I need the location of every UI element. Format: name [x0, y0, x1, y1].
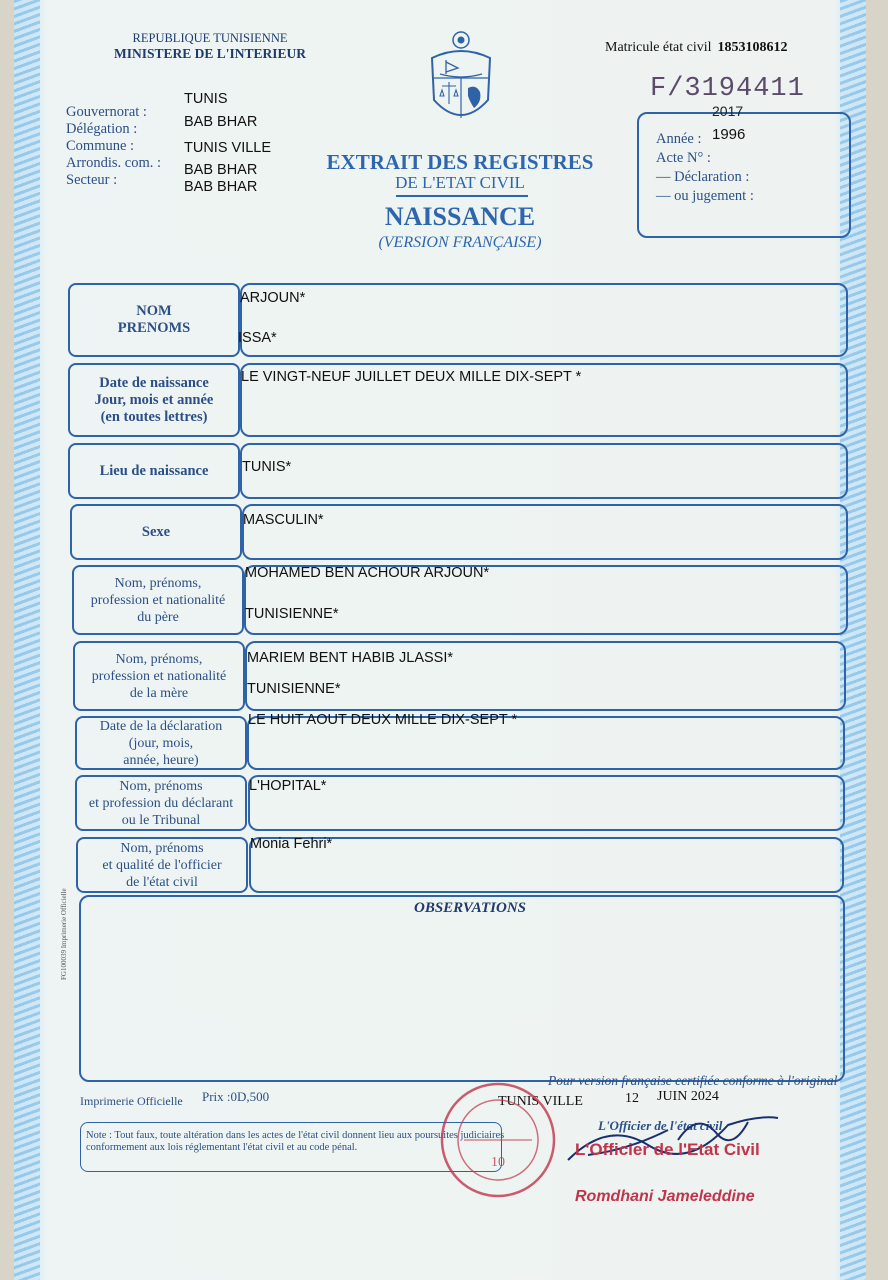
- admin-value-arrondissement: BAB BHAR: [184, 162, 258, 178]
- field-value-text: ISSA*: [238, 330, 277, 346]
- issue-month-year: JUIN 2024: [657, 1089, 719, 1104]
- admin-value-gouvernorat: TUNIS: [184, 91, 228, 107]
- officer-stamp-name: Romdhani Jameleddine: [575, 1188, 755, 1205]
- field-value-text: MOHAMED BEN ACHOUR ARJOUN*: [245, 565, 490, 581]
- ministry-name: MINISTERE DE L'INTERIEUR: [113, 46, 307, 61]
- price-label: Prix :0D,500: [202, 1089, 270, 1104]
- field-value-box: [249, 837, 844, 893]
- admin-label: Délégation :: [66, 121, 138, 137]
- field-value-box: [240, 443, 848, 499]
- doc-title-line2: DE L'ETAT CIVIL: [395, 173, 525, 192]
- officer-stamp-title: L'Officier de l'Etat Civil: [575, 1140, 760, 1159]
- field-label: NOM PRENOMS: [68, 283, 240, 357]
- field-value-text: ARJOUN*: [240, 290, 306, 306]
- coat-of-arms-icon: [426, 30, 496, 138]
- field-label: Nom, prénoms, profession et nationalité de la mère: [73, 641, 245, 711]
- doc-title-line1: EXTRAIT DES REGISTRES: [326, 150, 594, 174]
- admin-label: Gouvernorat :: [66, 104, 147, 120]
- field-label: Date de la déclaration (jour, mois, année, heure): [75, 716, 247, 770]
- issue-place: TUNIS VILLE: [498, 1094, 583, 1109]
- observations-box: [79, 895, 845, 1082]
- title-rule: [396, 195, 528, 197]
- field-value-text: TUNIS*: [242, 459, 292, 475]
- admin-value-secteur: BAB BHAR: [184, 179, 258, 195]
- issue-day: 12: [625, 1091, 639, 1106]
- admin-labels: [66, 104, 161, 189]
- field-value-text: TUNISIENNE*: [247, 681, 341, 697]
- admin-label: Commune :: [66, 138, 135, 154]
- declaration-label: — Déclaration :: [656, 169, 750, 185]
- legal-note: Note : Tout faux, toute altération dans les actes de l'état civil donnent lieu aux poursuites judiciaires conformement aux lois réglementant l'état civil et au code pénal.: [86, 1130, 505, 1153]
- guilloche-border-left: [14, 0, 40, 1280]
- admin-value-delegation: BAB BHAR: [184, 114, 258, 130]
- field-value-text: TUNISIENNE*: [245, 606, 339, 622]
- field-value-box: [248, 775, 845, 831]
- admin-value-commune: TUNIS VILLE: [184, 140, 272, 156]
- imprimerie-label: Imprimerie Officielle: [80, 1094, 183, 1108]
- field-label: Lieu de naissance: [68, 443, 240, 499]
- field-value-text: LE VINGT-NEUF JUILLET DEUX MILLE DIX-SEPT *: [241, 369, 582, 385]
- annee-overprint: 2017: [712, 103, 744, 119]
- admin-values: [184, 91, 271, 196]
- matricule-label: Matricule état civil: [605, 40, 712, 55]
- observations-title: OBSERVATIONS: [414, 900, 526, 916]
- acte-number-label: Acte N° :: [656, 150, 711, 166]
- round-stamp-icon: [438, 1080, 558, 1200]
- field-label: Nom, prénoms et profession du déclarant ou le Tribunal: [75, 775, 247, 831]
- field-label: Nom, prénoms, profession et nationalité du père: [72, 565, 244, 635]
- field-value-text: LE HUIT AOUT DEUX MILLE DIX-SEPT *: [248, 712, 518, 728]
- annee-label: Année :: [656, 131, 702, 147]
- field-label: Date de naissance Jour, mois et année (en toutes lettres): [68, 363, 240, 437]
- field-value-text: Monia Fehri*: [250, 836, 333, 852]
- field-label: Nom, prénoms et qualité de l'officier de l'état civil: [76, 837, 248, 893]
- admin-label: Arrondis. com. :: [66, 155, 162, 171]
- side-print-code: FG100039 Imprimerie Officielle: [60, 888, 68, 980]
- jugement-label: — ou jugement :: [656, 188, 754, 204]
- country-name: REPUBLIQUE TUNISIENNE: [132, 31, 288, 45]
- field-value-text: MARIEM BENT HABIB JLASSI*: [247, 650, 454, 666]
- conformity-statement: Pour version française certifiée conforme à l'original: [548, 1073, 838, 1088]
- admin-label: Secteur :: [66, 172, 118, 188]
- form-number: F/3194411: [650, 74, 805, 104]
- matricule-value: 1853108612: [717, 40, 788, 55]
- doc-title-version: (VERSION FRANÇAISE): [378, 234, 542, 251]
- field-value-box: [242, 504, 848, 560]
- field-value-box: [240, 283, 848, 357]
- field-value-text: L'HOPITAL*: [249, 778, 327, 794]
- header-issuer: [60, 30, 360, 62]
- doc-title-naissance: NAISSANCE: [384, 202, 536, 231]
- officer-caption: L'Officier de l'état civil: [598, 1118, 723, 1133]
- svg-text:10: 10: [491, 1155, 505, 1170]
- matricule: [605, 40, 788, 56]
- field-label: Sexe: [70, 504, 242, 560]
- annee-value: 1996: [712, 126, 746, 143]
- field-value-text: MASCULIN*: [243, 512, 324, 528]
